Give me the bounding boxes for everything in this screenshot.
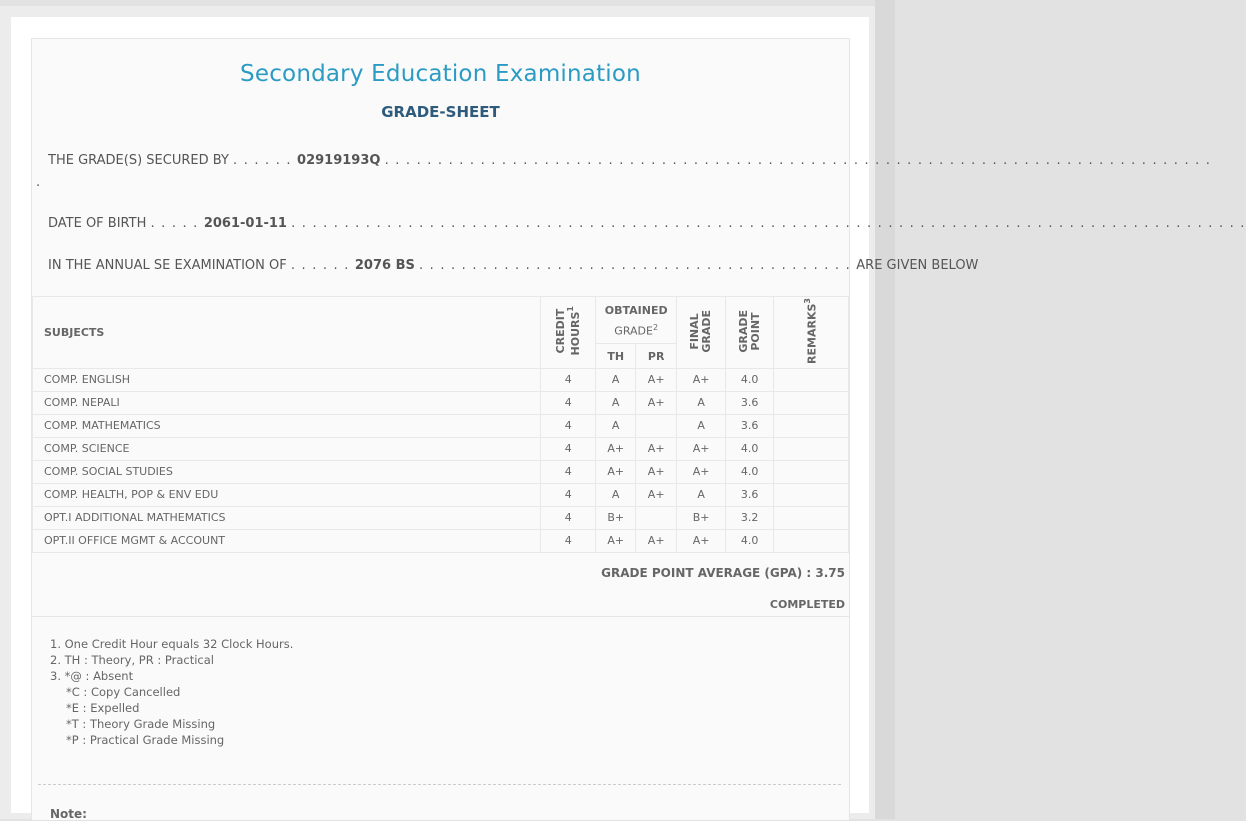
grade-point-cell: 4.0 [726,460,774,483]
pr-grade-cell: A+ [636,529,677,552]
obtained-grade-header: OBTAINED GRADE$^2$ [596,297,677,344]
subjects-header: SUBJECTS [33,297,541,369]
remarks-cell [774,414,849,437]
pr-grade-cell: A+ [636,368,677,391]
remarks-cell [774,483,849,506]
grade-point-header: GRADE POINT [726,297,774,369]
subject-cell: COMP. MATHEMATICS [33,414,541,437]
secured-by-line: THE GRADE(S) SECURED BY . . . . . . 02919193Q . . . . . . . . . . . . . . . . . . . . . . . . . . . . . . . . . . . . . . . . . . . . . . . . . . . . . . . . . . . . . . . . . . . . . . . . . . . . . . [48,153,1212,168]
grade-sheet-subtitle: GRADE-SHEET [381,103,500,121]
credit-cell: 4 [541,460,596,483]
th-grade-cell: A [596,483,636,506]
grade-point-cell: 4.0 [726,437,774,460]
th-grade-cell: A [596,414,636,437]
grade-point-cell: 3.6 [726,414,774,437]
credit-cell: 4 [541,506,596,529]
credit-cell: 4 [541,437,596,460]
subject-cell: COMP. NEPALI [33,391,541,414]
final-grade-cell: B+ [677,506,726,529]
footnote-item: *P : Practical Grade Missing [66,733,225,747]
th-header: TH [596,344,636,369]
subject-cell: OPT.II OFFICE MGMT & ACCOUNT [33,529,541,552]
remarks-cell [774,437,849,460]
remarks-cell [774,529,849,552]
dot: . [36,175,41,190]
table-row [33,437,849,460]
credit-cell: 4 [541,483,596,506]
grade-point-cell: 4.0 [726,529,774,552]
grade-point-cell: 3.2 [726,506,774,529]
credit-cell: 4 [541,368,596,391]
pr-grade-cell: A+ [636,483,677,506]
footnote-item: *C : Copy Cancelled [66,685,181,699]
credit-cell: 4 [541,529,596,552]
th-grade-cell: A [596,391,636,414]
pr-grade-cell: A+ [636,437,677,460]
footnote-item: *E : Expelled [66,701,140,715]
final-grade-cell: A+ [677,529,726,552]
th-grade-cell: A+ [596,460,636,483]
table-row [33,483,849,506]
remarks-cell [774,391,849,414]
final-grade-cell: A+ [677,437,726,460]
footnote-item: *T : Theory Grade Missing [66,717,216,731]
th-grade-cell: A+ [596,529,636,552]
credit-hours-header: CREDIT HOURS$^1$ [541,297,596,369]
final-grade-cell: A [677,414,726,437]
note-label: Note: [50,807,87,821]
final-grade-cell: A+ [677,368,726,391]
footnote-item: 1. One Credit Hour equals 32 Clock Hours. [50,637,294,651]
final-grade-cell: A+ [677,460,726,483]
pr-header: PR [636,344,677,369]
subject-cell: COMP. HEALTH, POP & ENV EDU [33,483,541,506]
remarks-header: REMARKS$^3$ [774,297,849,369]
final-grade-header: FINAL GRADE [677,297,726,369]
subject-cell: OPT.I ADDITIONAL MATHEMATICS [33,506,541,529]
th-grade-cell: A [596,368,636,391]
remarks-cell [774,368,849,391]
table-row [33,391,849,414]
th-grade-cell: A+ [596,437,636,460]
credit-cell: 4 [541,414,596,437]
footnotes [50,636,293,748]
table-row [33,414,849,437]
divider [32,616,849,617]
grade-point-cell: 3.6 [726,391,774,414]
gpa-summary: GRADE POINT AVERAGE (GPA) : 3.75 [601,566,845,580]
table-row [33,529,849,552]
footnote-item: 3. *@ : Absent [50,669,134,683]
status-label: COMPLETED [769,598,845,611]
dashed-divider [38,784,841,785]
grade-point-cell: 3.6 [726,483,774,506]
subject-cell: COMP. SCIENCE [33,437,541,460]
pr-grade-cell [636,506,677,529]
final-grade-cell: A [677,391,726,414]
footnote-item: 2. TH : Theory, PR : Practical [50,653,214,667]
subject-cell: COMP. SOCIAL STUDIES [33,460,541,483]
grade-point-cell: 4.0 [726,368,774,391]
exam-year: 2076 BS [354,258,415,273]
pr-grade-cell: A+ [636,391,677,414]
table-row [33,460,849,483]
exam-line: IN THE ANNUAL SE EXAMINATION OF . . . . . . 2076 BS . . . . . . . . . . . . . . . . . . . . . . . . . . . . . . . . . . . . . . . . . ARE GIVEN BELOW [48,258,979,273]
th-grade-cell: B+ [596,506,636,529]
grades-table [32,296,849,553]
exam-title: Secondary Education Examination [240,61,641,87]
pr-grade-cell: A+ [636,460,677,483]
credit-cell: 4 [541,391,596,414]
remarks-cell [774,460,849,483]
table-row [33,506,849,529]
dob-value: 2061-01-11 [203,216,287,231]
grade-sheet [31,38,1246,821]
remarks-cell [774,506,849,529]
subject-cell: COMP. ENGLISH [33,368,541,391]
scrollbar-track[interactable] [875,0,895,819]
dob-line: DATE OF BIRTH . . . . . 2061-01-11 . . . . . . . . . . . . . . . . . . . . . . . . . . . . . . . . . . . . . . . . . . . . . . . . . . . . . . . . . . . . . . . . . . . . . . . . . . . . . . . . . . . . . . . . . . [48,216,1246,231]
symbol-number: 02919193Q [297,153,381,168]
final-grade-cell: A [677,483,726,506]
table-row [33,368,849,391]
pr-grade-cell [636,414,677,437]
